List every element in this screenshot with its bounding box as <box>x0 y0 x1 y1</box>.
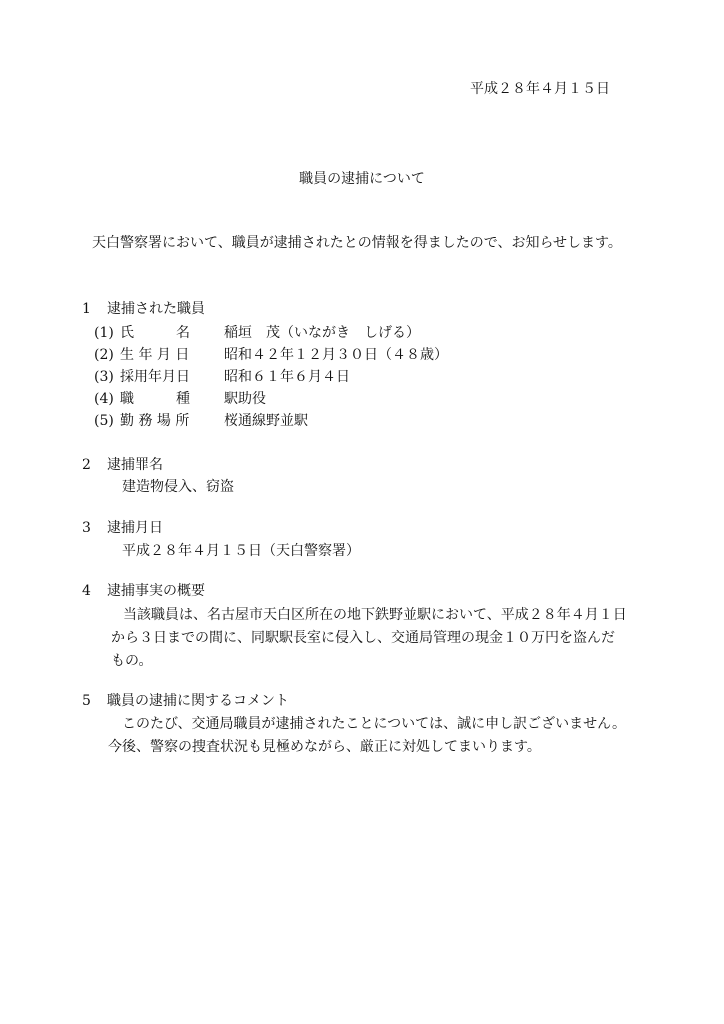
detail-index: (3) <box>94 369 114 385</box>
section-4-text-line-1: 当該職員は、名古屋市天白区所在の地下鉄野並駅において、平成２８年４月１日 <box>123 607 627 623</box>
detail-row-job-type <box>94 392 266 406</box>
section-5-heading: 職員の逮捕に関するコメント <box>107 693 289 709</box>
section-2-text: 建造物侵入、窃盗 <box>122 479 234 495</box>
section-3-heading: 逮捕月日 <box>107 520 163 536</box>
detail-value: 桜通線野並駅 <box>224 413 308 429</box>
section-5-text-line-1: このたび、交通局職員が逮捕されたことについては、誠に申し訳ございません。 <box>122 716 626 732</box>
section-4-heading: 逮捕事実の概要 <box>107 583 205 599</box>
section-5-number: 5 <box>82 693 91 709</box>
detail-value: 昭和６１年６月４日 <box>224 369 350 385</box>
document-title: 職員の逮捕について <box>299 171 425 187</box>
document-date: 平成２８年４月１５日 <box>470 81 610 97</box>
detail-index: (5) <box>94 413 114 429</box>
detail-index: (1) <box>94 325 114 341</box>
intro-paragraph: 天白警察署において、職員が逮捕されたとの情報を得ましたので、お知らせします。 <box>92 235 622 251</box>
section-1-heading: 逮捕された職員 <box>107 301 205 317</box>
detail-label: 氏 名 <box>120 325 190 341</box>
detail-index: (4) <box>94 391 114 407</box>
section-2-number: 2 <box>82 457 91 473</box>
detail-value: 駅助役 <box>224 391 266 407</box>
detail-index: (2) <box>94 347 114 363</box>
section-4-text-line-3: もの。 <box>111 653 153 669</box>
detail-label: 職 種 <box>120 391 190 407</box>
section-3-number: 3 <box>82 520 91 536</box>
detail-row-workplace <box>94 414 308 428</box>
section-3-text: 平成２８年４月１５日（天白警察署） <box>122 543 360 559</box>
detail-label: 勤 務 場 所 <box>120 413 190 429</box>
section-5-text-line-2: 今後、警察の捜査状況も見極めながら、厳正に対処してまいります。 <box>108 739 541 755</box>
section-1-number: 1 <box>82 301 91 317</box>
detail-label: 採用年月日 <box>120 369 190 385</box>
detail-row-hire-date <box>94 370 350 384</box>
section-4-number: 4 <box>82 583 91 599</box>
detail-value: 昭和４２年１２月３０日（４８歳） <box>224 347 448 363</box>
detail-row-name <box>94 326 420 340</box>
detail-value: 稲垣 茂（いながき しげる） <box>224 325 420 341</box>
section-4-text-line-2: から３日までの間に、同駅駅長室に侵入し、交通局管理の現金１０万円を盗んだ <box>111 630 615 646</box>
detail-label: 生 年 月 日 <box>120 347 190 363</box>
detail-row-birthdate <box>94 348 448 362</box>
section-2-heading: 逮捕罪名 <box>107 457 163 473</box>
